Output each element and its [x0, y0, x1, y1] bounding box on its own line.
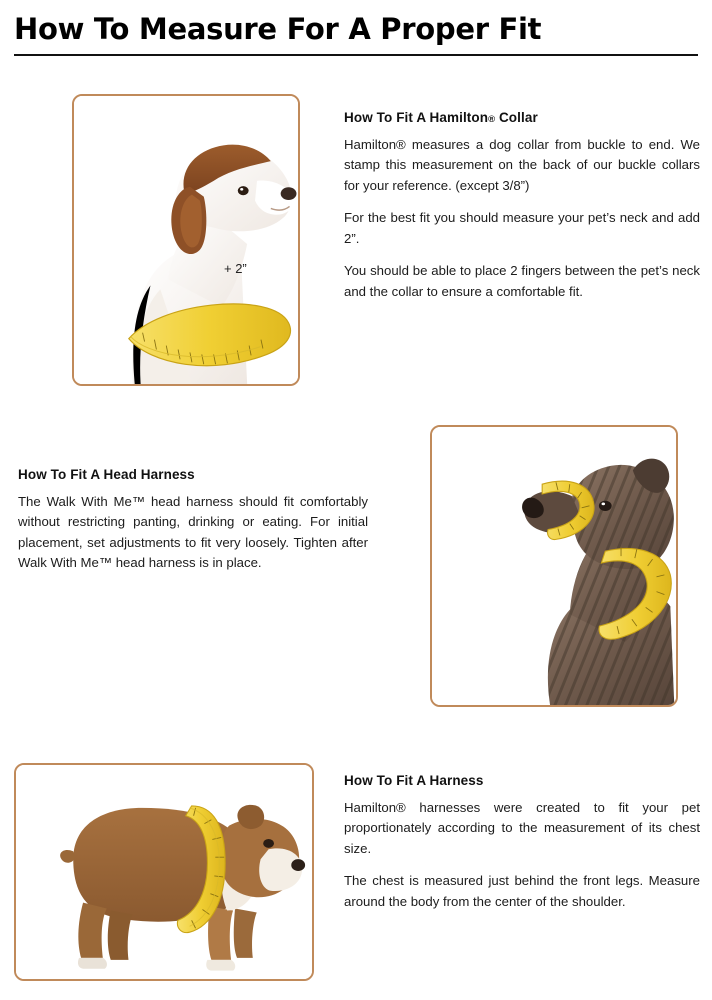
harness-text-column — [344, 773, 700, 912]
collar-heading — [344, 110, 700, 125]
head-harness-paragraph-1: The Walk With Me™ head harness should fit comfortably without restricting panting, drinking or eating. For initial placement, set adjustments to fit very loosely. Tighten after Walk With Me™ head harness is in place. — [18, 494, 368, 571]
collar-heading-tail: Collar — [495, 110, 538, 125]
head-harness-text-column — [18, 467, 368, 574]
dog-chest-measure-photo — [14, 763, 314, 981]
title-divider — [14, 54, 698, 56]
collar-text-column — [344, 110, 700, 302]
dog-head-harness-photo — [430, 425, 678, 707]
collar-heading-main: How To Fit A Hamilton — [344, 110, 489, 125]
head-harness-heading: How To Fit A Head Harness — [18, 467, 195, 482]
section-harness — [0, 745, 712, 995]
page-title: How To Measure For A Proper Fit — [14, 12, 542, 46]
dog-neck-measure-photo — [72, 94, 300, 386]
section-head-harness — [0, 415, 712, 715]
collar-paragraph-3: You should be able to place 2 fingers between the pet’s neck and the collar to ensure a comfortable fit. — [344, 263, 700, 299]
harness-heading: How To Fit A Harness — [344, 773, 484, 788]
collar-paragraph-1: Hamilton® measures a dog collar from buckle to end. We stamp this measurement on the back of our buckle collars for your reference. (except 3/8”) — [344, 137, 700, 193]
photo-caption-add-two-inches: + 2” — [224, 261, 247, 276]
harness-paragraph-1: Hamilton® harnesses were created to fit your pet proportionately according to the measurement of its chest size. — [344, 800, 700, 856]
collar-heading-sub: ® — [488, 114, 496, 125]
harness-paragraph-2: The chest is measured just behind the front legs. Measure around the body from the center of the shoulder. — [344, 873, 700, 909]
collar-paragraph-2: For the best fit you should measure your pet’s neck and add 2”. — [344, 210, 700, 246]
section-collar — [0, 84, 712, 404]
